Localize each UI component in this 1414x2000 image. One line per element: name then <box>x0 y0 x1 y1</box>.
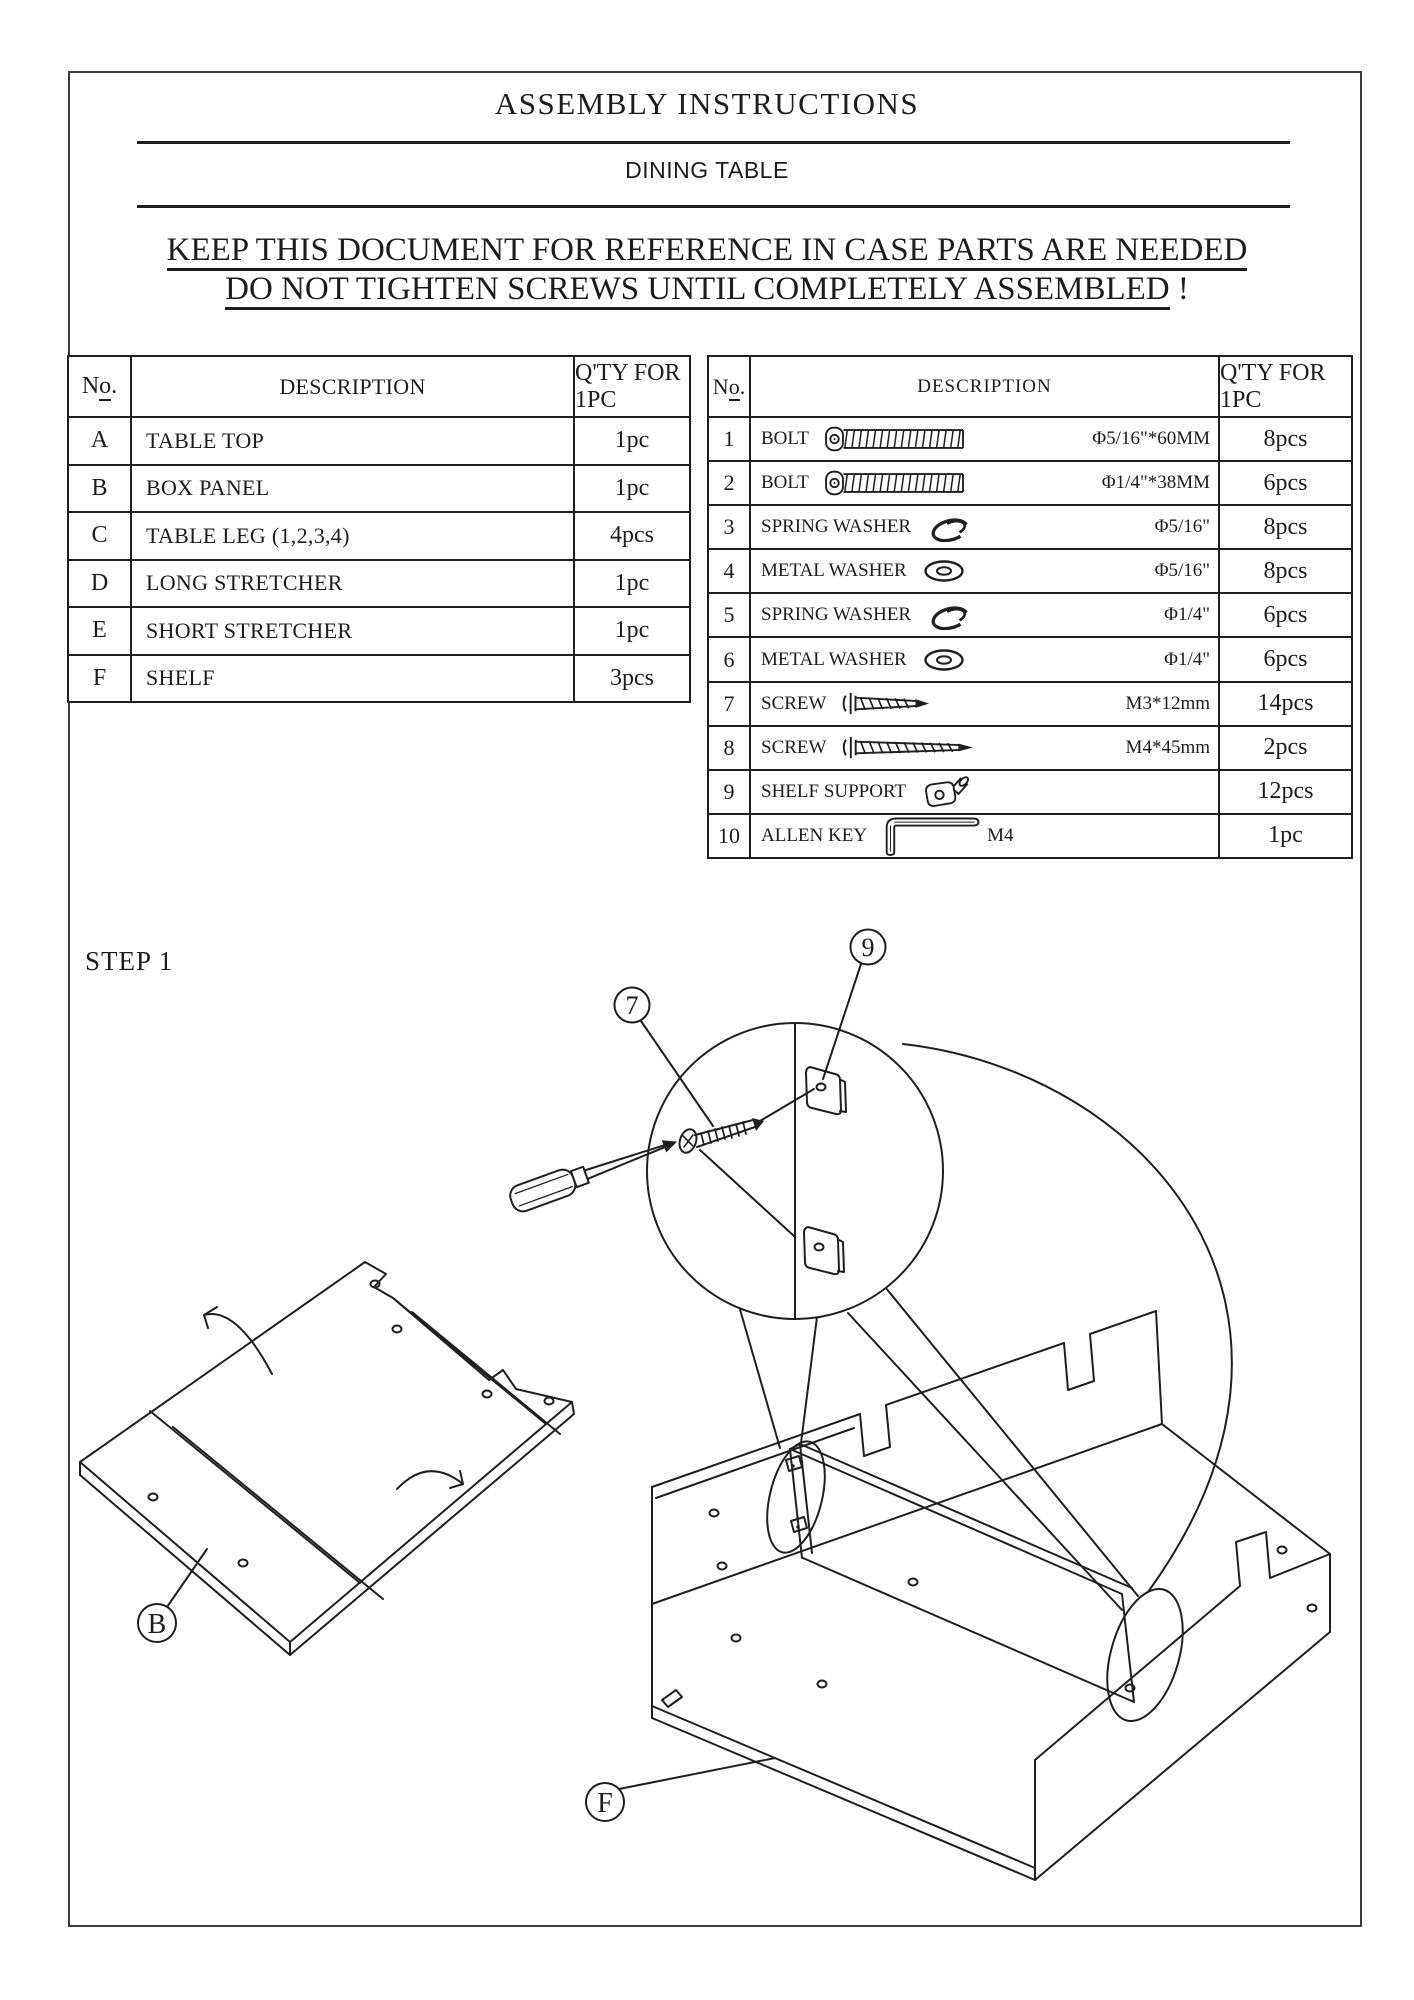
header-description: DESCRIPTION <box>751 357 1220 416</box>
hardware-number: 8 <box>709 727 751 769</box>
hardware-name: ALLEN KEY <box>761 824 868 846</box>
header-description: DESCRIPTION <box>132 357 575 416</box>
page-title: ASSEMBLY INSTRUCTIONS <box>494 86 920 121</box>
hardware-number: 1 <box>709 418 751 460</box>
hardware-size: Φ5/16" <box>1154 560 1210 582</box>
hardware-qty: 6pcs <box>1263 601 1308 628</box>
hardware-name: METAL WASHER <box>761 648 907 670</box>
hardware-name: SCREW <box>761 736 827 758</box>
hardware-qty: 8pcs <box>1263 513 1308 540</box>
header-no: No. <box>709 357 751 416</box>
hardware-number: 6 <box>709 638 751 680</box>
hardware-name: BOLT <box>761 472 809 494</box>
part-letter: C <box>69 513 132 559</box>
hardware-size: M4 <box>987 824 1014 846</box>
hardware-size: Φ5/16"*60MM <box>1092 428 1210 450</box>
hardware-number: 3 <box>709 506 751 548</box>
part-letter: B <box>69 466 132 512</box>
detail-circle <box>507 1023 943 1319</box>
page-subtitle: DINING TABLE <box>625 157 789 183</box>
hardware-size: Φ1/4" <box>1164 604 1210 626</box>
hardware-size: M4*45mm <box>1125 736 1210 758</box>
part-description: SHORT STRETCHER <box>132 608 575 654</box>
label-f-text: F <box>597 1788 613 1819</box>
part-description: BOX PANEL <box>132 466 575 512</box>
hardware-qty: 1pc <box>1268 822 1303 849</box>
hardware-number: 7 <box>709 683 751 725</box>
hardware-qty: 2pcs <box>1263 734 1308 761</box>
part-description: LONG STRETCHER <box>132 561 575 607</box>
hardware-qty: 12pcs <box>1257 778 1314 805</box>
box-panel-b-drawing <box>80 1262 574 1655</box>
hardware-size: M3*12mm <box>1125 692 1210 714</box>
hardware-number: 10 <box>709 815 751 857</box>
hardware-number: 4 <box>709 550 751 592</box>
detail-highlight-right <box>1094 1580 1197 1729</box>
part-qty: 4pcs <box>610 522 654 549</box>
hardware-qty: 8pcs <box>1263 425 1308 452</box>
hardware-size: Φ1/4"*38MM <box>1101 472 1210 494</box>
part-qty: 1pc <box>614 474 650 501</box>
hardware-size: Φ1/4" <box>1164 648 1210 670</box>
hardware-name: SCREW <box>761 692 827 714</box>
hardware-qty: 14pcs <box>1257 690 1314 717</box>
hardware-qty: 8pcs <box>1263 557 1308 584</box>
hardware-name: SPRING WASHER <box>761 604 912 626</box>
part-letter: A <box>69 418 132 464</box>
hardware-name: BOLT <box>761 428 809 450</box>
warning-line-1: KEEP THIS DOCUMENT FOR REFERENCE IN CASE PARTS ARE NEEDED <box>0 231 1414 270</box>
hardware-qty: 6pcs <box>1263 646 1308 673</box>
part-description: TABLE LEG (1,2,3,4) <box>132 513 575 559</box>
header-qty: Q'TY FOR 1PC <box>575 359 681 413</box>
hardware-size: Φ5/16" <box>1154 516 1210 538</box>
label-f-callout <box>586 1758 775 1821</box>
part-qty: 1pc <box>614 617 650 644</box>
callout-9-number: 9 <box>861 933 875 962</box>
part-qty: 3pcs <box>610 664 654 691</box>
step-1-label: STEP 1 <box>85 946 174 976</box>
label-b-text: B <box>147 1609 167 1640</box>
part-description: SHELF <box>132 656 575 702</box>
warning-line-2: DO NOT TIGHTEN SCREWS UNTIL COMPLETELY ASSEMBLED ! <box>0 270 1414 309</box>
part-letter: F <box>69 656 132 702</box>
header-qty: Q'TY FOR 1PC <box>1220 359 1326 413</box>
hardware-number: 2 <box>709 462 751 504</box>
callout-7-number: 7 <box>625 991 639 1020</box>
header-no: No. <box>69 357 132 416</box>
hardware-number: 5 <box>709 594 751 636</box>
hardware-number: 9 <box>709 771 751 813</box>
folded-box-f-drawing <box>652 1311 1330 1880</box>
hardware-name: METAL WASHER <box>761 560 907 582</box>
hardware-name: SPRING WASHER <box>761 516 912 538</box>
part-description: TABLE TOP <box>132 418 575 464</box>
part-letter: D <box>69 561 132 607</box>
part-qty: 1pc <box>614 569 650 596</box>
part-qty: 1pc <box>614 427 650 454</box>
hardware-qty: 6pcs <box>1263 469 1308 496</box>
hardware-name: SHELF SUPPORT <box>761 780 907 802</box>
part-letter: E <box>69 608 132 654</box>
